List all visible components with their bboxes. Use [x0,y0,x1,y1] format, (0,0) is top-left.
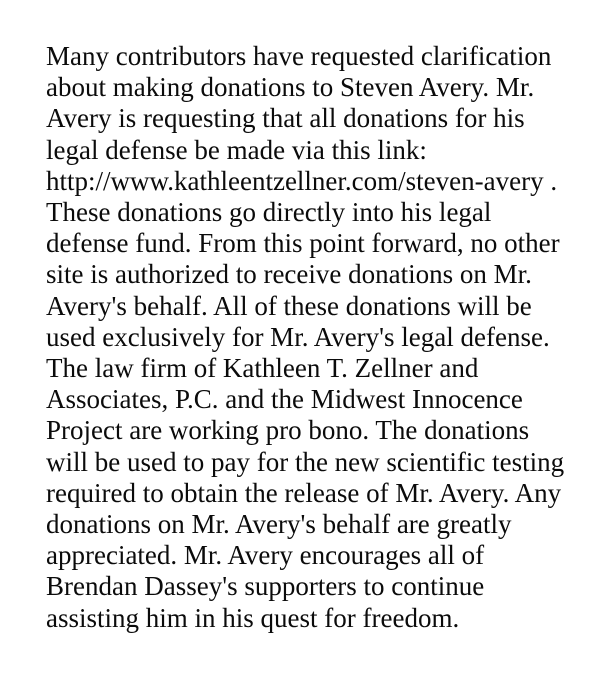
text-line: used exclusively for Mr. Avery's legal defense. [46,321,550,352]
text-line: required to obtain the release of Mr. Avery. Any [46,477,562,508]
text-line: The law firm of Kathleen T. Zellner and [46,353,479,384]
text-line: Project are working pro bono. The donations [46,415,530,446]
text-line: Brendan Dassey's supporters to continue [46,571,485,602]
text-line: site is authorized to receive donations on Mr. [46,259,532,290]
text-line: will be used to pay for the new scientific testing [46,446,565,477]
text-line: Avery's behalf. All of these donations will be [46,290,532,321]
text-line: legal defense be made via this link: [46,134,427,165]
text-line: Avery is requesting that all donations for his [46,103,525,134]
text-line: Associates, P.C. and the Midwest Innocence [46,384,523,415]
text-line: Many contributors have requested clarification [46,41,552,71]
text-line: defense fund. From this point forward, no other [46,228,560,259]
text-line: donations on Mr. Avery's behalf are greatly [46,509,512,540]
text-line: These donations go directly into his legal [46,197,492,228]
text-line: assisting him in his quest for freedom. [46,602,460,633]
text-line: appreciated. Mr. Avery encourages all of [46,540,485,571]
text-line-donation-url: http://www.kathleentzellner.com/steven-avery . [46,165,558,196]
text-line: about making donations to Steven Avery. Mr. [46,72,535,103]
